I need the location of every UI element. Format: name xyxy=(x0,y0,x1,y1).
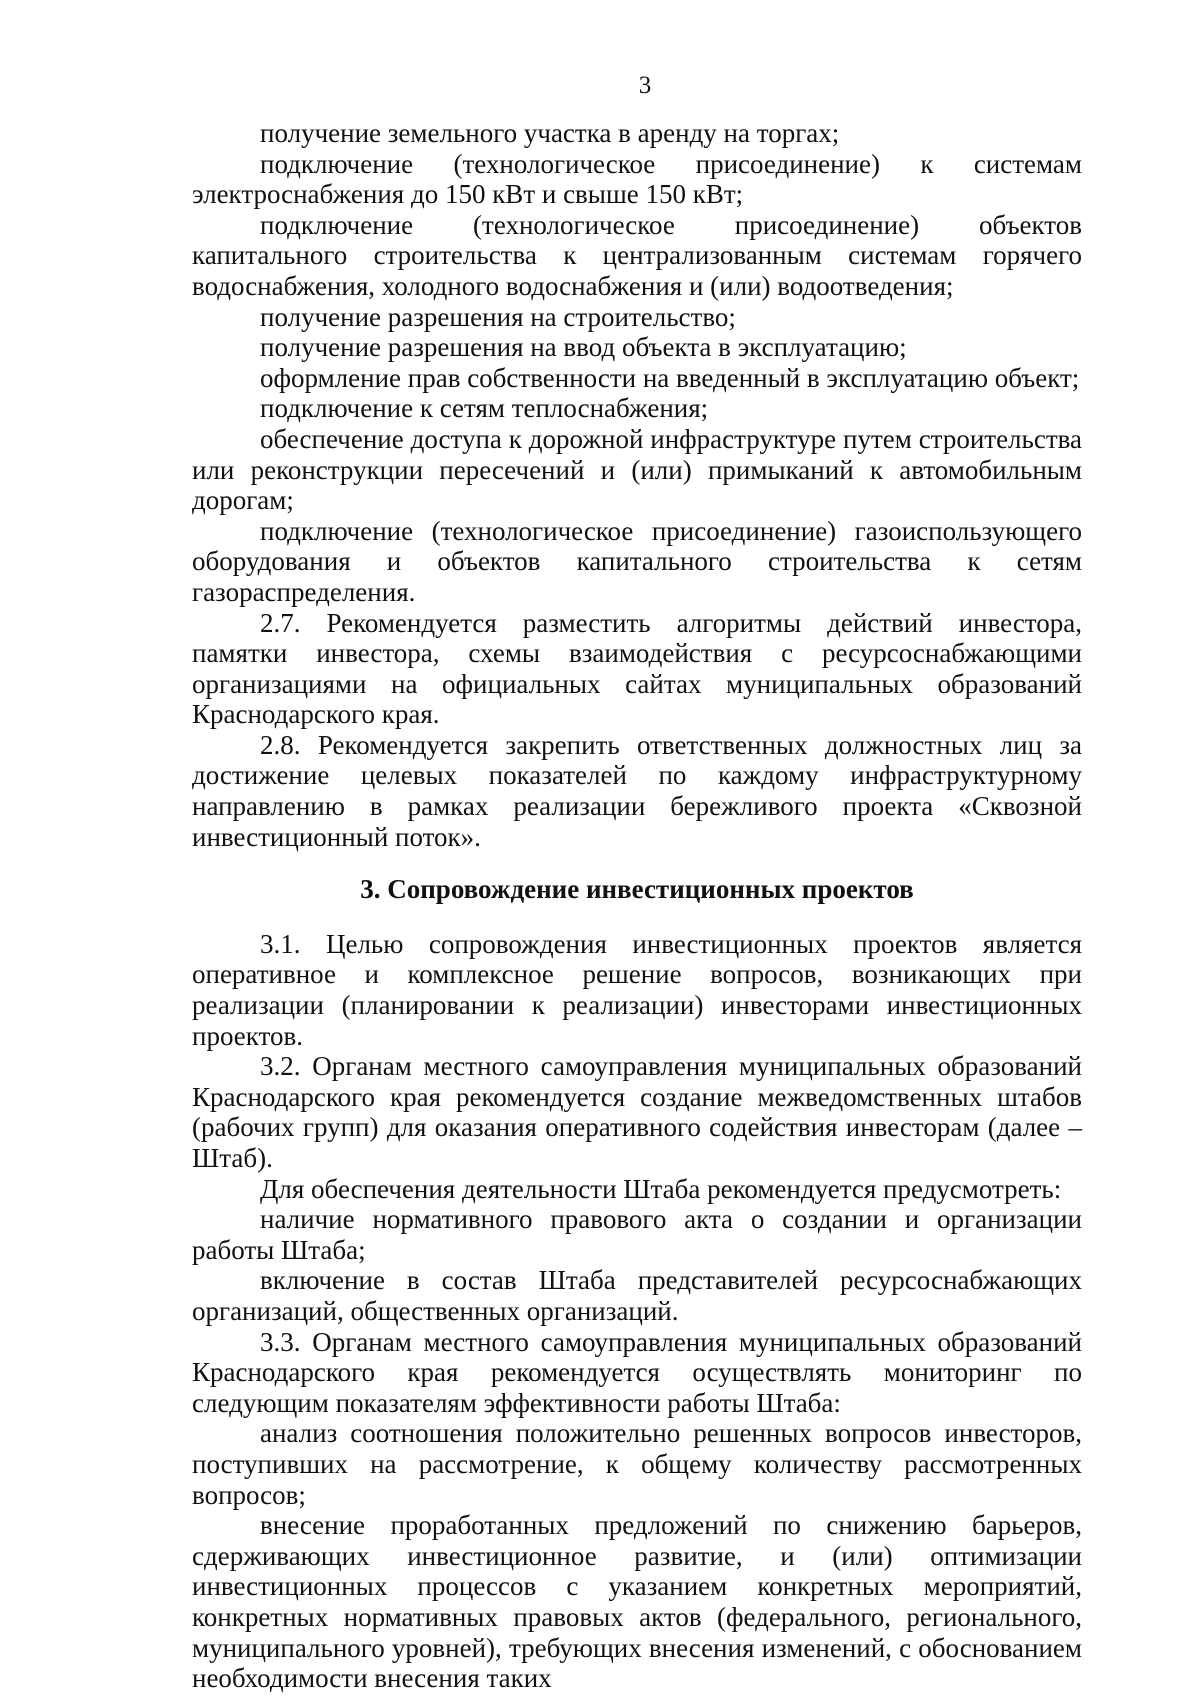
paragraph: обеспечение доступа к дорожной инфраструктуре путем строительства или реконструкции пересечений и (или) примыканий к автомобильным дорогам; xyxy=(192,423,1082,516)
paragraph: 2.8. Рекомендуется закрепить ответственных должностных лиц за достижение целевых показателей по каждому инфраструктурному направлению в рамках реализации бережливого проекта «Сквозной инвестиционный поток». xyxy=(192,729,1082,852)
document-body xyxy=(192,118,1082,1694)
paragraph: 3.3. Органам местного самоуправления муниципальных образований Краснодарского края рекомендуется осуществлять мониторинг по следующим показателям эффективности работы Штаба: xyxy=(192,1326,1082,1418)
paragraph: подключение к сетям теплоснабжения; xyxy=(260,393,709,424)
paragraph: анализ соотношения положительно решенных вопросов инвесторов, поступивших на рассмотрение, к общему количеству рассмотренных вопросов; xyxy=(192,1418,1082,1510)
paragraph: получение земельного участка в аренду на торгах; xyxy=(260,118,840,148)
paragraph: включение в состав Штаба представителей ресурсоснабжающих организаций, общественных организаций. xyxy=(192,1265,1082,1326)
paragraph: Для обеспечения деятельности Штаба рекомендуется предусмотреть: xyxy=(260,1173,1062,1204)
paragraph: 2.7. Рекомендуется разместить алгоритмы действий инвестора, памятки инвестора, схемы взаимодействия с ресурсоснабжающими организациями на официальных сайтах муниципальных образований Краснодарского края. xyxy=(192,607,1082,730)
paragraph: внесение проработанных предложений по снижению барьеров, сдерживающих инвестиционное развитие, и (или) оптимизации инвестиционных процессов с указанием конкретных мероприятий, конкретных нормативных правовых актов (федерального, регионального, муниципального уровней), требующих внесения изменений, с обоснованием необходимости внесения таких xyxy=(192,1510,1082,1694)
paragraph: подключение (технологическое присоединение) к системам электроснабжения до 150 кВт и свыше 150 кВт; xyxy=(192,148,1082,210)
paragraph: подключение (технологическое присоединение) объектов капитального строительства к централизованным системам горячего водоснабжения, холодного водоснабжения и (или) водоотведения; xyxy=(192,209,1082,301)
paragraph: подключение (технологическое присоединение) газоиспользующего оборудования и объектов капитального строительства к сетям газораспределения. xyxy=(192,515,1082,607)
paragraph: 3.1. Целью сопровождения инвестиционных проектов является оперативное и комплексное решение вопросов, возникающих при реализации (планировании к реализации) инвесторами инвестиционных проектов. xyxy=(192,928,1082,1051)
paragraph: получение разрешения на строительство; xyxy=(260,301,736,332)
paragraph: оформление прав собственности на введенный в эксплуатацию объект; xyxy=(260,362,1080,393)
paragraph: наличие нормативного правового акта о создании и организации работы Штаба; xyxy=(192,1204,1082,1265)
paragraph: 3.2. Органам местного самоуправления муниципальных образований Краснодарского края рекомендуется создание межведомственных штабов (рабочих групп) для оказания оперативного содействия инвесторам (далее – Штаб). xyxy=(192,1051,1082,1173)
section-heading: 3. Сопровождение инвестиционных проектов xyxy=(360,874,914,905)
page-number: 3 xyxy=(638,72,652,99)
paragraph: получение разрешения на ввод объекта в эксплуатацию; xyxy=(260,332,907,363)
